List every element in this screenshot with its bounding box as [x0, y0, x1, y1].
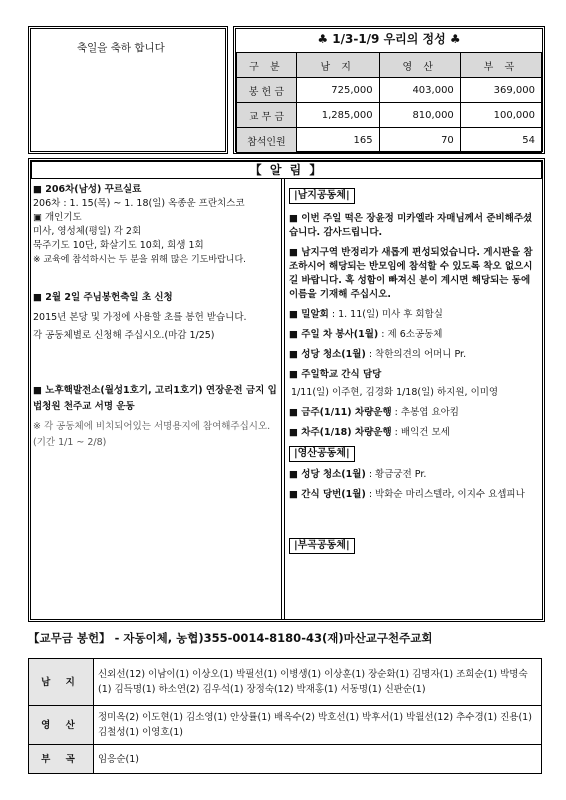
entry-value: : 추봉엽 요아킴 [391, 407, 459, 418]
notice-text: ※ 각 공동체에 비치되어있는 서명용지에 참여해주십시오.(기간 1/1 ~ 2/8) [33, 421, 271, 448]
entry-value: : 1. 11(일) 미사 후 회합실 [328, 309, 443, 320]
entry-value: : 착한의견의 어머니 Pr. [365, 349, 467, 360]
notice-entry [289, 426, 539, 440]
offering-value: 369,000 [460, 78, 541, 103]
offering-value: 54 [460, 128, 541, 153]
entry-label: ■ 간식 당번(1월) [289, 489, 366, 500]
notice-text: 미사, 영성체(평일) 각 2회 [33, 226, 142, 237]
donor-names: 임응순(1) [94, 745, 542, 774]
notice-item-title: ■ 노후핵발전소(월성1호기, 고리1호기) 연장운전 금지 입법청원 천주교 서명 운동 [33, 383, 277, 415]
offering-value: 70 [379, 128, 460, 153]
notice-text: 206차 : 1. 15(목) ~ 1. 18(일) 옥종운 프란치스코 [33, 198, 245, 209]
offering-value: 165 [296, 128, 379, 153]
entry-label: ■ 차주(1/18) 차량운행 [289, 427, 392, 438]
notice-text: 묵주기도 10단, 화살기도 10회, 희생 1회 [33, 240, 204, 251]
donation-heading-line [28, 630, 548, 646]
bugok-community-tag: |부곡공동체| [289, 538, 355, 554]
entry-label: ■ 성당 청소(1월) [289, 349, 366, 360]
notice-text: ■ 이번 주일 떡은 장윤정 미카엘라 자매님께서 준비해주셨습니다. 감사드립니다. [289, 212, 539, 240]
offering-row-label: 교 무 금 [237, 103, 297, 128]
notice-item-title: ■ 2월 2일 주님봉헌축일 초 신청 [33, 291, 277, 305]
offering-row [237, 78, 542, 103]
notice-title: 【 알 림 】 [249, 163, 324, 177]
offering-header-row [237, 53, 542, 78]
donation-heading: 【교무금 봉헌】 [28, 631, 111, 645]
entry-value: : 배익건 모세 [391, 427, 450, 438]
entry-value: : 제 6소공동체 [378, 329, 443, 340]
notice-text: ■ 남지구역 반정리가 새롭게 편성되었습니다. 게시판을 참조하시어 해당되는 반모임에 참석할 수 있도록 착오 없으시길 바랍니다. 혹 성함이 빠져신 분이 계시면 해당되는 동에 이름을 기재해 주십시오. [289, 246, 539, 302]
offering-row-label: 봉 헌 금 [237, 78, 297, 103]
donor-names: 정미옥(2) 이도현(1) 김소영(1) 안상률(1) 배옥수(2) 박호선(1) 박후서(1) 박월선(12) 추수경(1) 진용(1) 김철성(1) 이영호(1) [94, 706, 542, 745]
offering-header-cell: 부 곡 [460, 53, 541, 78]
entry-label: ■ 밀알회 [289, 309, 329, 320]
namji-community-tag: |남지공동체| [289, 188, 355, 204]
offering-header-cell: 영 산 [379, 53, 460, 78]
offering-table [236, 52, 542, 153]
offering-value: 100,000 [460, 103, 541, 128]
offering-header-cell: 구 분 [237, 53, 297, 78]
notice-entry [289, 406, 539, 420]
entry-label: ■ 금주(1/11) 차량운행 [289, 407, 392, 418]
entry-label: ■ 주일 차 봉사(1월) [289, 329, 378, 340]
offering-row-label: 참석인원 [237, 128, 297, 153]
notice-right-column [289, 183, 539, 554]
notice-entry [289, 468, 539, 482]
donor-row-label: 영 산 [29, 706, 94, 745]
notice-text: ▣ 개인기도 [33, 212, 82, 223]
offering-value: 403,000 [379, 78, 460, 103]
donor-row-label: 부 곡 [29, 745, 94, 774]
offering-value: 1,285,000 [296, 103, 379, 128]
offering-title: ♣ 1/3-1/9 우리의 정성 ♣ [317, 32, 461, 46]
notice-title-bar [31, 161, 542, 179]
entry-value: : 황금궁전 Pr. [365, 469, 427, 480]
entry-value: 1/11(일) 이주현, 김경화 1/18(일) 하지원, 이미영 [291, 387, 499, 398]
offering-row [237, 128, 542, 153]
notice-entry [289, 348, 539, 362]
entry-label: ■ 주일학교 간식 담당 [289, 368, 539, 382]
donor-row [29, 706, 542, 745]
offering-row [237, 103, 542, 128]
notice-item-title: ■ 206차(남성) 꾸르실료 [33, 183, 277, 197]
notice-entry [289, 308, 539, 322]
entry-value: : 박화순 마리스텔라, 이지수 요셉피나 [365, 489, 525, 500]
donor-row [29, 745, 542, 774]
congrats-box [28, 26, 228, 154]
offering-header-cell: 남 지 [296, 53, 379, 78]
donor-row-label: 남 지 [29, 659, 94, 706]
column-divider [281, 179, 285, 619]
donor-row [29, 659, 542, 706]
notice-text: 각 공동체별로 신청해 주십시오.(마감 1/25) [33, 330, 215, 341]
congrats-text: 축일을 축하 합니다 [77, 42, 165, 54]
notice-left-column [33, 183, 277, 451]
donor-table [28, 658, 542, 774]
donor-names: 신외선(12) 이남이(1) 이상오(1) 박필선(1) 이병생(1) 이상훈(1) 장순화(1) 김명자(1) 조희순(1) 박명숙(1) 김득명(1) 하소연(2) 김우석(1) 장정숙(12) 박재홍(1) 서동명(1) 신판순(1) [94, 659, 542, 706]
offering-value: 810,000 [379, 103, 460, 128]
offering-value: 725,000 [296, 78, 379, 103]
notice-entry [289, 488, 539, 502]
notice-text: ※ 교육에 참석하시는 두 분을 위해 많은 기도바랍니다. [33, 255, 247, 265]
notice-text: 2015년 본당 및 가정에 사용할 초를 봉헌 받습니다. [33, 312, 247, 323]
notice-entry [289, 328, 539, 342]
donation-account: - 자동이체, 농협)355-0014-8180-43(재)마산교구천주교회 [110, 631, 433, 645]
entry-label: ■ 성당 청소(1월) [289, 469, 366, 480]
yeongsan-community-tag: |영산공동체| [289, 446, 355, 462]
